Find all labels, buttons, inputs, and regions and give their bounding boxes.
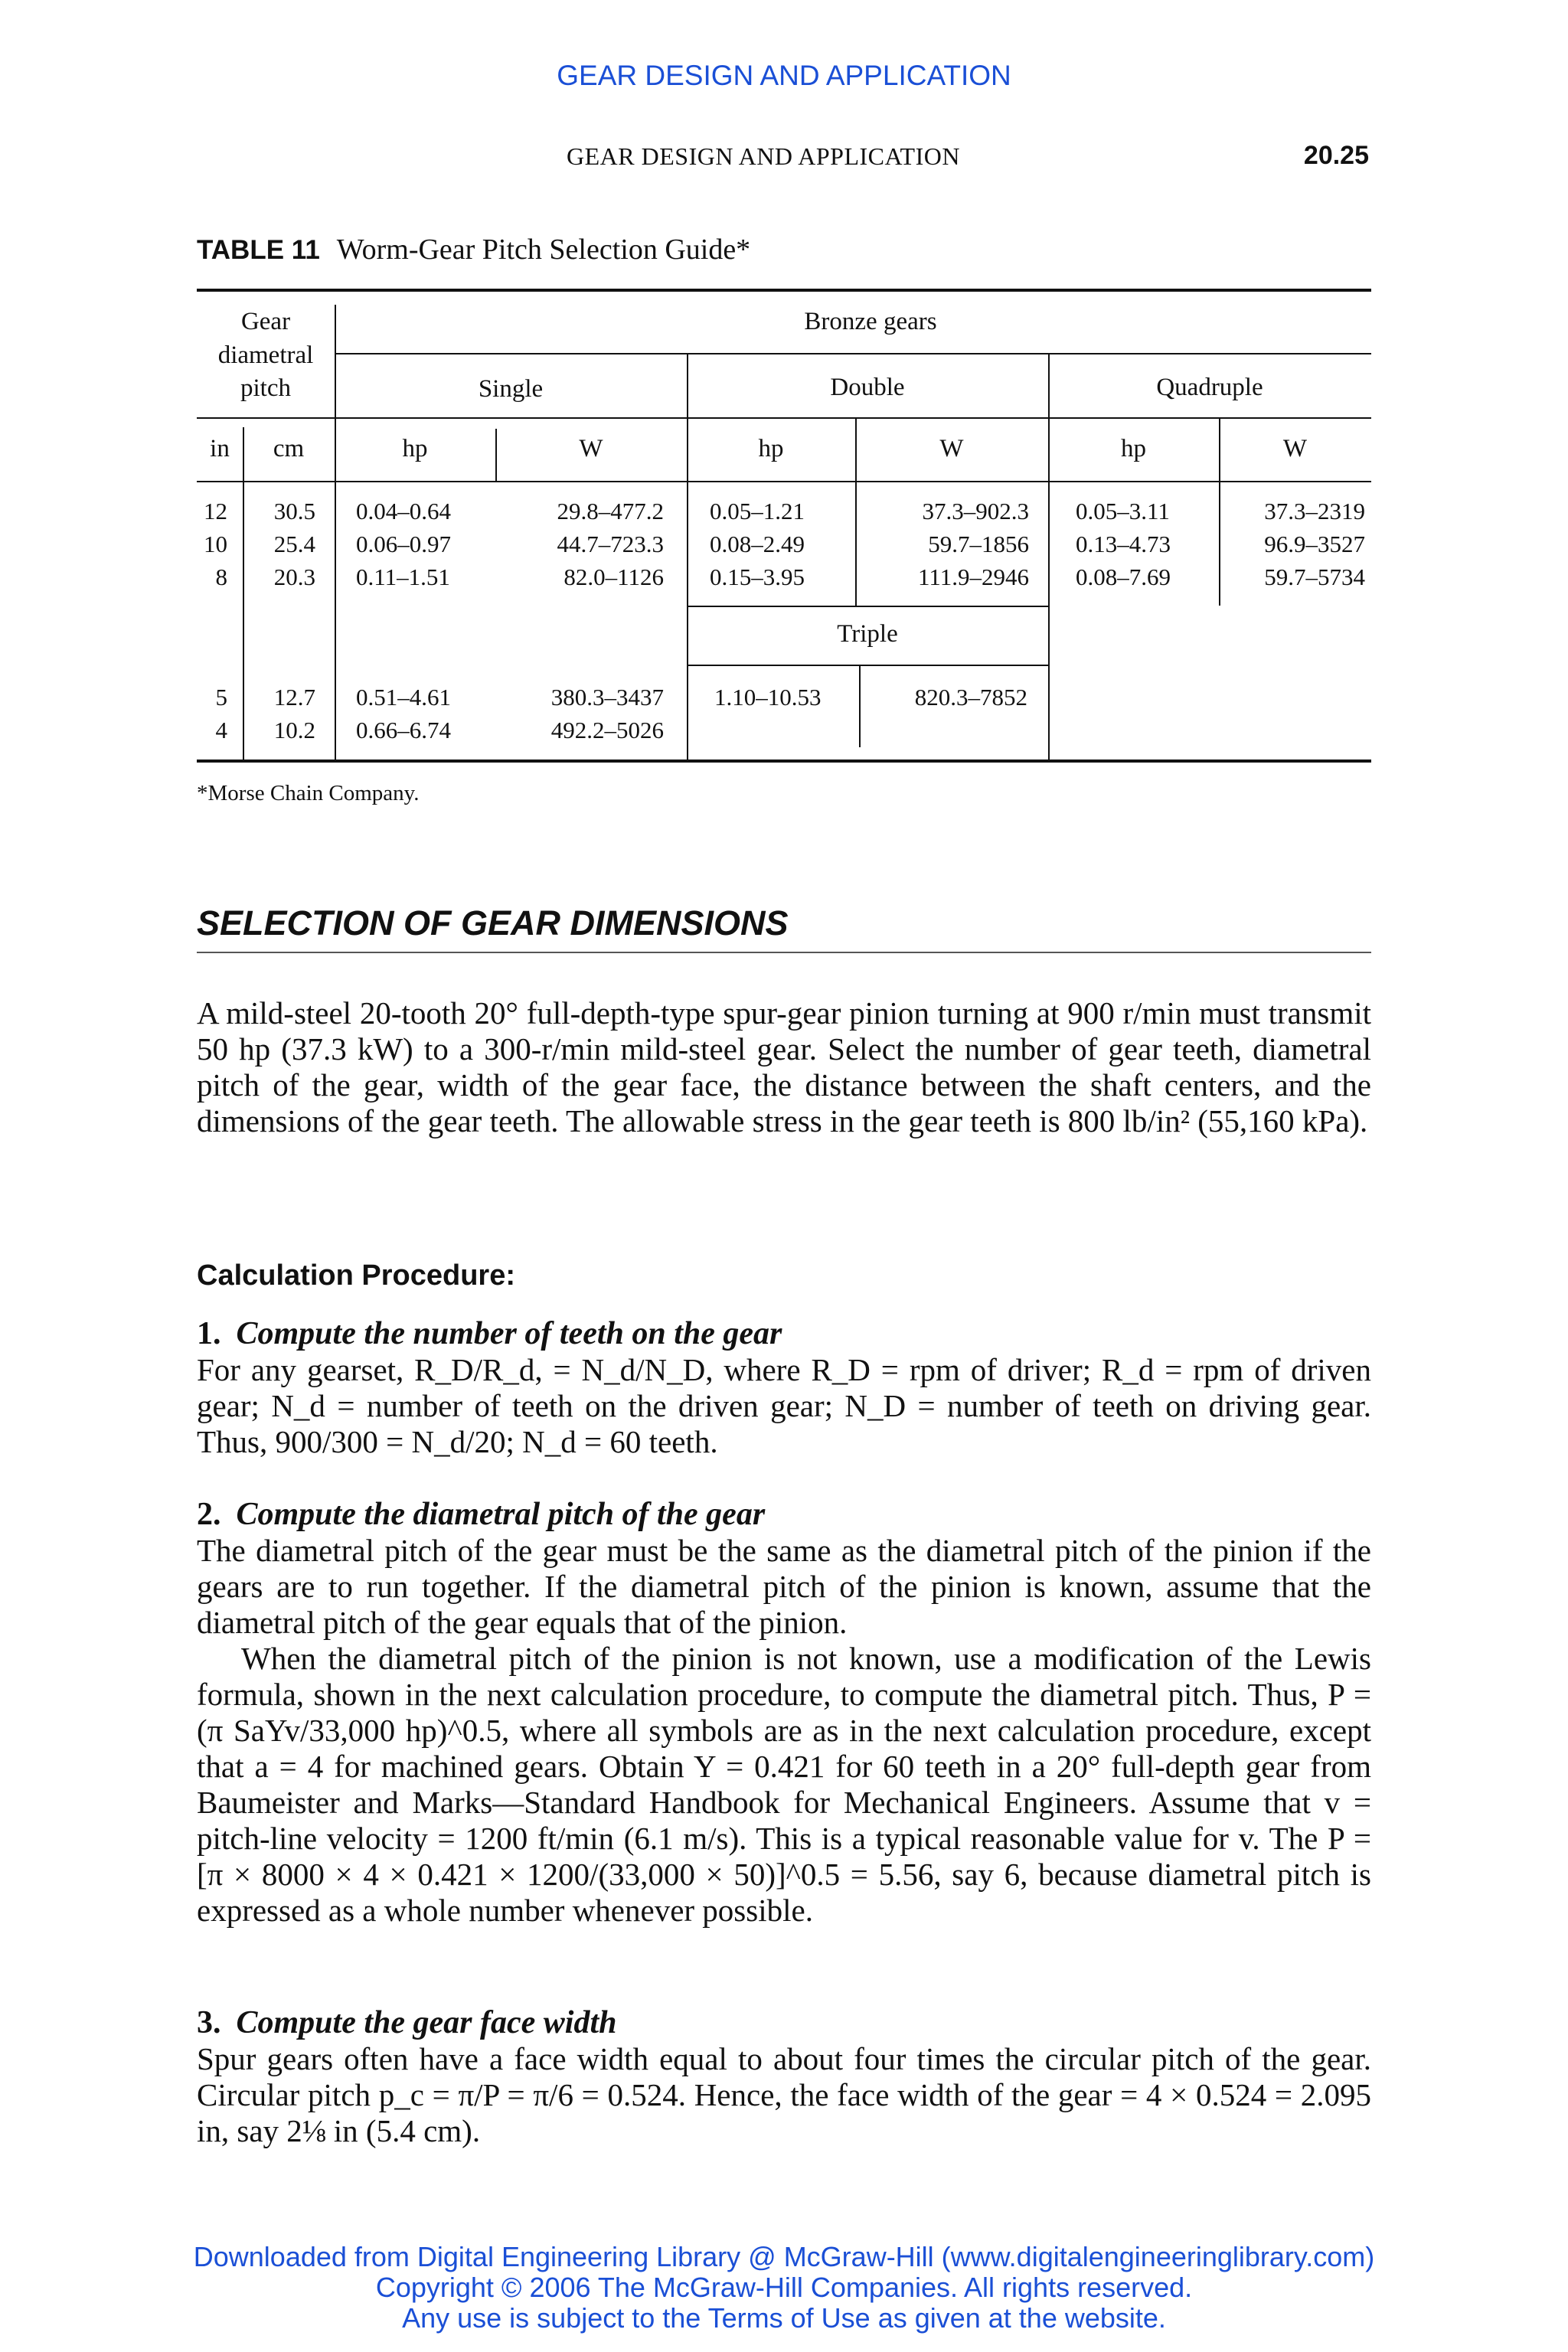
table-cell: 37.3–2319 [1264,498,1365,524]
table-cell: 0.04–0.64 [356,498,451,524]
gear-header-line2: diametral [217,341,314,369]
single-header: Single [478,375,544,403]
page-number: 20.25 [1303,141,1369,170]
table-cell: 492.2–5026 [550,717,664,743]
subheader-rule [197,417,1371,419]
table-cell: 25.4 [273,531,315,557]
step-3-heading [197,2004,617,2041]
table-cell: 0.51–4.61 [356,684,451,710]
table-bottom-rule [197,760,1371,763]
step-2-heading [197,1496,765,1533]
step-3-title: Compute the gear face width [236,2005,617,2040]
step-2-paragraph-1: The diametral pitch of the gear must be the same as the diametral pitch of the pinion if the gears are to run together. If the diametral pitch of the pinion is known, assume that the diametral pitch of the gear equals that of the pinion. [197,1533,1371,1640]
worm-gear-table [0,0,1568,773]
table-cell: 0.13–4.73 [1076,531,1171,557]
table-cell: 12.7 [273,684,315,710]
table-cell: 0.15–3.95 [710,564,805,590]
gear-header-line3: pitch [240,374,291,402]
double-w-header: W [939,435,964,462]
single-hp-header: hp [402,435,428,462]
step-1-number: 1. [197,1316,221,1351]
table-cell: 12 [204,498,227,524]
table-cell: 29.8–477.2 [557,498,664,524]
footer-line-3: Any use is subject to the Terms of Use as given at the website. [402,2302,1166,2334]
table-title: Worm-Gear Pitch Selection Guide* [336,234,751,266]
table-cell: 96.9–3527 [1264,531,1365,557]
triple-top-rule [687,606,1048,607]
table-cell: 59.7–1856 [928,531,1029,557]
section-title: SELECTION OF GEAR DIMENSIONS [197,903,789,942]
step-3-number: 3. [197,2005,221,2040]
quad-hp-header: hp [1121,435,1146,462]
footer [0,2242,1568,2334]
table-cell: 82.0–1126 [564,564,664,590]
table-cell: 0.06–0.97 [356,531,451,557]
table-cell: 8 [215,564,227,590]
table-cell: 44.7–723.3 [557,531,664,557]
table-cell: 10 [204,531,227,557]
step-3-body: Spur gears often have a face width equal to about four times the circular pitch of the gear. Circular pitch p_c = π/P = π/6 = 0.524. Hence, the face width of the gear = 4 × 0.524 = 2.095 in, say 2⅛ in (5.4 cm). [197,2041,1371,2148]
bronze-gears-header: Bronze gears [804,308,937,335]
table-cell: 59.7–5734 [1264,564,1365,590]
single-w-header: W [579,435,603,462]
table-cell: 37.3–902.3 [922,498,1029,524]
section-rule [197,952,1371,953]
top-link[interactable]: GEAR DESIGN AND APPLICATION [557,60,1011,91]
table-cell: 4 [215,717,227,743]
table-cell: 0.05–3.11 [1076,498,1170,524]
table-cell: 0.08–7.69 [1076,564,1171,590]
units-rule [197,481,1371,482]
table-cell: 0.66–6.74 [356,717,451,743]
table-cell: 380.3–3437 [550,684,664,710]
double-hp-header: hp [758,435,784,462]
double-header: Double [830,374,905,401]
table-cell: 30.5 [273,498,315,524]
single-double-rule [687,354,688,760]
quadruple-header: Quadruple [1156,374,1263,401]
table-cell: 0.05–1.21 [710,498,805,524]
step-3-text [197,2041,1371,2149]
gear-header-line1: Gear [240,308,291,335]
running-head: GEAR DESIGN AND APPLICATION [567,142,960,170]
triple-header: Triple [837,620,898,648]
problem-text: A mild-steel 20-tooth 20° full-depth-type spur-gear pinion turning at 900 r/min must transmit 50 hp (37.3 kW) to a 300-r/min mild-steel gear. Select the number of gear teeth, diametral pitch of the gear, width of the gear face, the distance between the shaft centers, and the dimensions of the gear teeth. The allowable stress in the gear teeth is 800 lb/in² (55,160 kPa). [197,995,1371,1138]
table-cell: 0.11–1.51 [356,564,450,590]
gear-column-rule [335,305,336,760]
step-2-paragraph-2: When the diametral pitch of the pinion is not known, use a modification of the Lewis formula, shown in the next calculation procedure, to compute the diametral pitch. Thus, P = (π SaYv/33,000 hp)^0.5, where all symbols are as in the next calculation procedure, except that a = 4 for machined gears. Obtain Y = 0.421 for 60 teeth in a 20° full-depth gear from Baumeister and Marks—Standard Handbook for Mechanical Engineers. Assume that v = pitch-line velocity = 1200 ft/min (6.1 m/s). This is a typical reasonable value for v. The P = [π × 8000 × 4 × 0.421 × 1200/(33,000 × 50)]^0.5 = 5.56, say 6, because diametral pitch is expressed as a whole number whenever possible. [197,1641,1371,1928]
quad-w-header: W [1282,435,1308,462]
table-cell: 111.9–2946 [918,564,1029,590]
footer-line-2: Copyright © 2006 The McGraw-Hill Companies. All rights reserved. [375,2272,1193,2303]
table-cell: 20.3 [273,564,315,590]
footer-line-1[interactable]: Downloaded from Digital Engineering Library @ McGraw-Hill (www.digitalengineeringlibrary.com) [193,2241,1375,2272]
table-label: TABLE 11 [197,235,320,265]
table-cell: 820.3–7852 [914,684,1027,710]
step-2-title: Compute the diametral pitch of the gear [236,1497,766,1532]
table-top-rule [197,289,1371,292]
triple-bottom-rule [687,665,1048,666]
unit-in-header: in [210,435,230,462]
step-2-number: 2. [197,1497,221,1532]
double-quad-rule [1048,354,1050,760]
table-cell: 1.10–10.53 [714,684,822,710]
step-1-title: Compute the number of teeth on the gear [236,1316,782,1351]
step-1-heading [197,1315,782,1352]
step-1-text [197,1352,1371,1460]
table-cell: 5 [215,684,227,710]
bronze-rule [335,353,1371,354]
procedure-heading: Calculation Procedure: [197,1259,515,1292]
unit-cm-header: cm [273,435,305,462]
table-footnote: *Morse Chain Company. [197,781,420,805]
problem-statement [197,995,1371,1139]
table-cell: 10.2 [273,717,315,743]
table-cell: 0.08–2.49 [710,531,805,557]
step-1-body: For any gearset, R_D/R_d, = N_d/N_D, where R_D = rpm of driver; R_d = rpm of driven gear; N_d = number of teeth on the driven gear; N_D = number of teeth on driving gear. Thus, 900/300 = N_d/20; N_d = 60 teeth. [197,1352,1371,1459]
step-2-text [197,1533,1371,1929]
